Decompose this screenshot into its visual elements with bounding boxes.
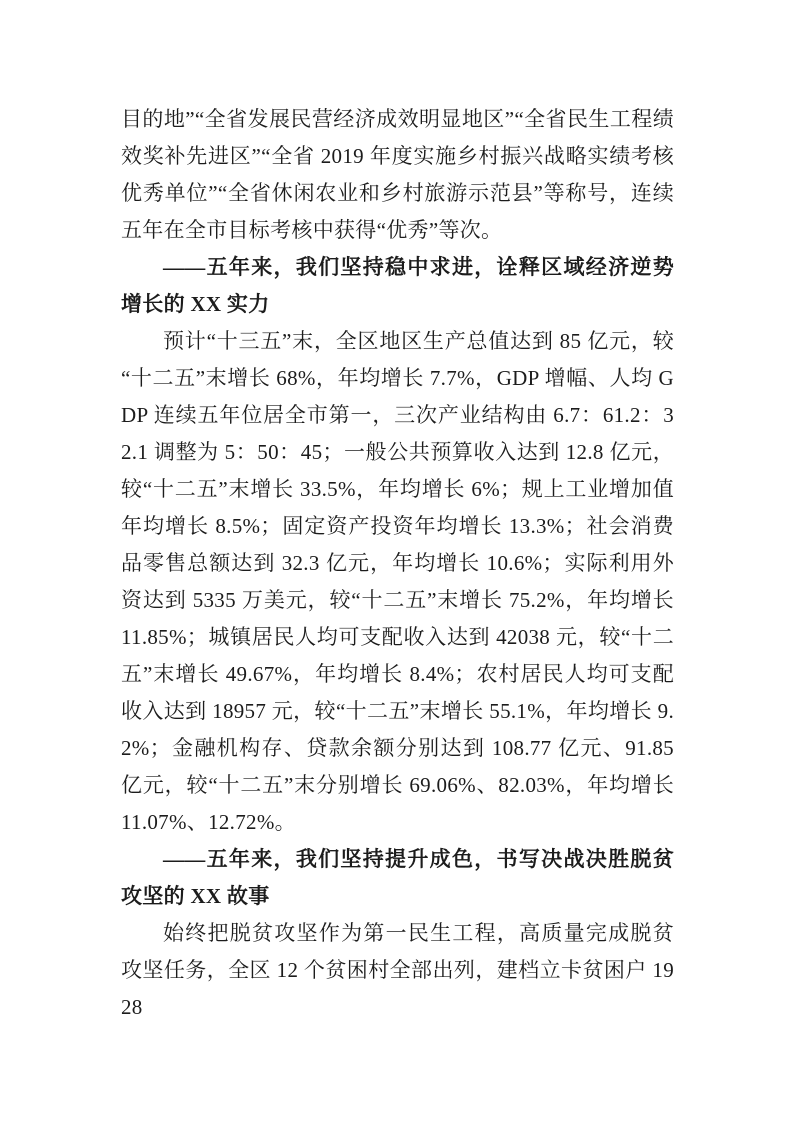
heading-economic-strength: ——五年来，我们坚持稳中求进，诠释区域经济逆势增长的 XX 实力 — [121, 255, 674, 316]
paragraph-poverty-alleviation: 始终把脱贫攻坚作为第一民生工程，高质量完成脱贫攻坚任务，全区 12 个贫困村全部出列，建档立卡贫困户 1928 — [121, 921, 674, 1019]
heading-poverty-alleviation: ——五年来，我们坚持提升成色，书写决战决胜脱贫攻坚的 XX 故事 — [121, 847, 674, 908]
paragraph-economic-statistics: 预计“十三五”末，全区地区生产总值达到 85 亿元，较“十二五”末增长 68%，年均增长 7.7%，GDP 增幅、人均 GDP 连续五年位居全市第一，三次产业结构由 6.7：61.2：32.1 调整为 5：50：45；一般公共预算收入达到 12.8 亿元，较“十二五”末增长 33.5%，年均增长 6%；规上工业增加值年均增长 8.5%；固定资产投资年均增长 13.3%；社会消费品零售总额达到 32.3 亿元，年均增长 10.6%；实际利用外资达到 5335 万美元，较“十二五”末增长 75.2%，年均增长 11.85%；城镇居民人均可支配收入达到 42038 元，较“十二五”末增长 49.67%，年均增长 8.4%；农村居民人均可支配收入达到 18957 元，较“十二五”末增长 55.1%，年均增长 9.2%；金融机构存、贷款余额分别达到 108.77 亿元、91.85 亿元，较“十二五”末分别增长 69.06%、82.03%，年均增长 11.07%、12.72%。 — [121, 329, 674, 834]
paragraph-honors-continuation: 目的地”“全省发展民营经济成效明显地区”“全省民生工程绩效奖补先进区”“全省 2019 年度实施乡村振兴战略实绩考核优秀单位”“全省休闲农业和乡村旅游示范县”等称号，连续五年在全市目标考核中获得“优秀”等次。 — [121, 107, 674, 242]
